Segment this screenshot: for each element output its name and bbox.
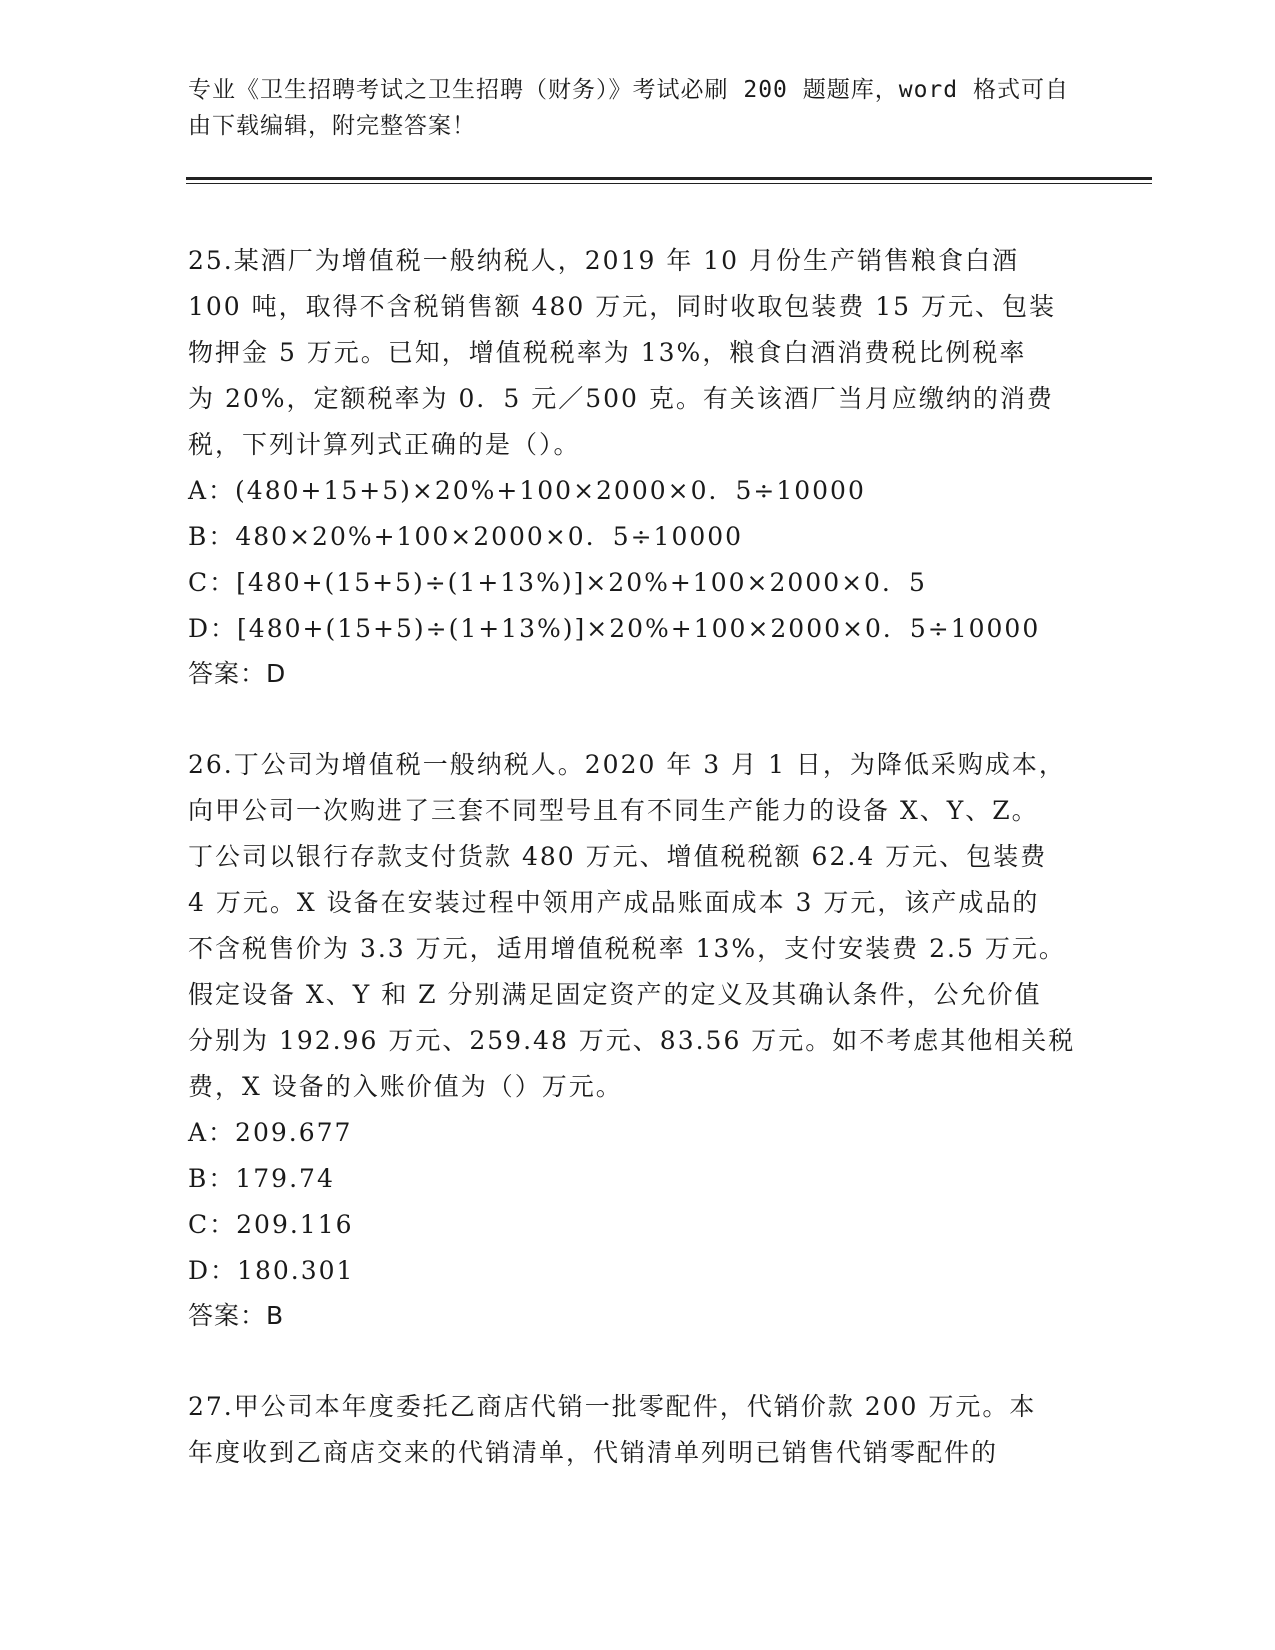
- question-25: [188, 238, 1088, 696]
- document-header: [188, 72, 1088, 144]
- header-line: 由下载编辑，附完整答案！: [188, 113, 476, 139]
- question-line: 26.丁公司为增值税一般纳税人。2020 年 3 月 1 日，为降低采购成本，: [188, 750, 1066, 779]
- header-divider-thin: [186, 183, 1152, 184]
- question-line: 税，下列计算列式正确的是（）。: [188, 430, 581, 459]
- option-d: D：[480+(15+5)÷(1+13%)]×20%+100×2000×0．5÷10000: [188, 614, 1041, 643]
- question-line: 物押金 5 万元。已知，增值税税率为 13%，粮食白酒消费税比例税率: [188, 338, 1027, 367]
- question-text: [188, 742, 1088, 1110]
- question-line: 27.甲公司本年度委托乙商店代销一批零配件，代销价款 200 万元。本: [188, 1392, 1037, 1421]
- option-b: B：480×20%+100×2000×0．5÷10000: [188, 522, 744, 551]
- question-27: [188, 1384, 1088, 1476]
- question-line: 100 吨，取得不含税销售额 480 万元，同时收取包装费 15 万元、包装: [188, 292, 1056, 321]
- option-a: A：(480+15+5)×20%+100×2000×0．5÷10000: [188, 476, 866, 505]
- header-divider: [186, 177, 1152, 180]
- option-b: B：179.74: [188, 1164, 335, 1193]
- question-text: [188, 1384, 1088, 1476]
- question-line: 25.某酒厂为增值税一般纳税人，2019 年 10 月份生产销售粮食白酒: [188, 246, 1020, 275]
- question-26: [188, 742, 1088, 1338]
- question-list: [188, 238, 1088, 1476]
- question-line: 分别为 192.96 万元、259.48 万元、83.56 万元。如不考虑其他相关税: [188, 1026, 1076, 1055]
- option-c: C：209.116: [188, 1210, 354, 1239]
- spacer: [188, 696, 1088, 742]
- option-a: A：209.677: [188, 1118, 353, 1147]
- question-line: 费，X 设备的入账价值为（）万元。: [188, 1072, 623, 1101]
- spacer: [188, 1338, 1088, 1384]
- answer-line: 答案：D: [188, 659, 287, 688]
- question-line: 丁公司以银行存款支付货款 480 万元、增值税税额 62.4 万元、包装费: [188, 842, 1048, 871]
- question-line: 不含税售价为 3.3 万元，适用增值税税率 13%，支付安装费 2.5 万元。: [188, 934, 1066, 963]
- header-line: 专业《卫生招聘考试之卫生招聘（财务）》考试必刷 200 题题库，word 格式可自: [188, 77, 1069, 103]
- answer-line: 答案：B: [188, 1301, 285, 1330]
- question-line: 年度收到乙商店交来的代销清单，代销清单列明已销售代销零配件的: [188, 1438, 999, 1467]
- question-line: 假定设备 X、Y 和 Z 分别满足固定资产的定义及其确认条件，公允价值: [188, 980, 1042, 1009]
- option-d: D：180.301: [188, 1256, 355, 1285]
- question-line: 向甲公司一次购进了三套不同型号且有不同生产能力的设备 X、Y、Z。: [188, 796, 1039, 825]
- option-c: C：[480+(15+5)÷(1+13%)]×20%+100×2000×0．5: [188, 568, 927, 597]
- question-text: [188, 238, 1088, 468]
- question-line: 为 20%，定额税率为 0．5 元／500 克。有关该酒厂当月应缴纳的消费: [188, 384, 1054, 413]
- question-line: 4 万元。X 设备在安装过程中领用产成品账面成本 3 万元，该产成品的: [188, 888, 1040, 917]
